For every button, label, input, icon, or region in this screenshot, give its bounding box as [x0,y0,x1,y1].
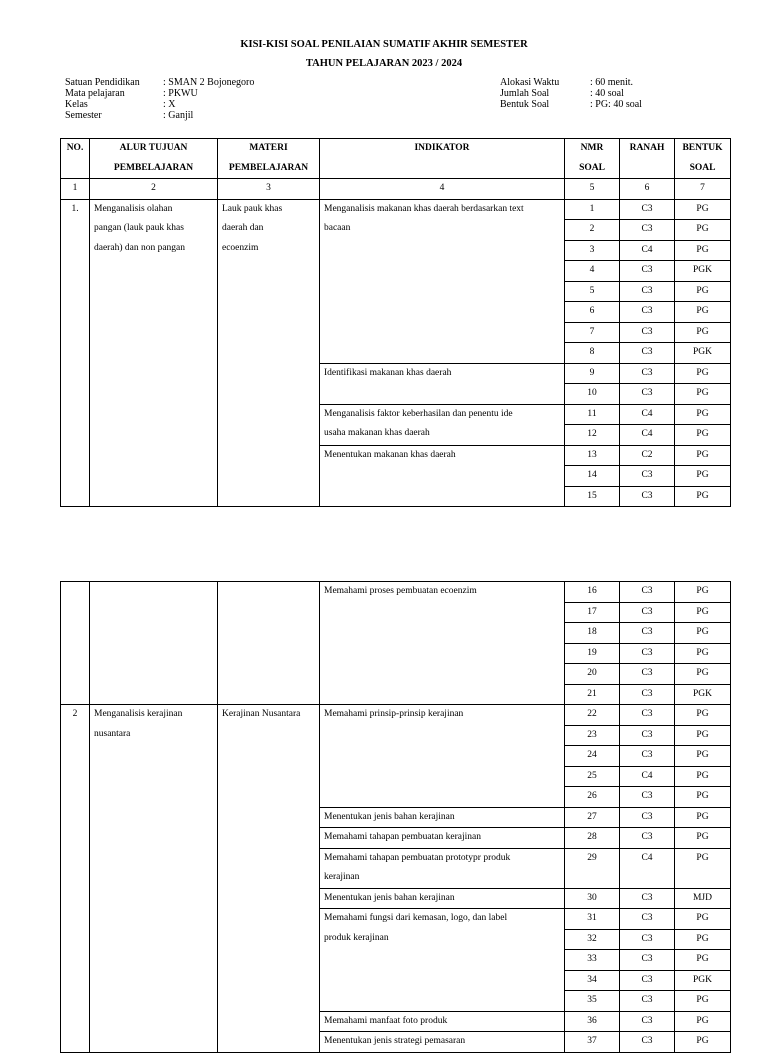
meta-value: : 40 soal [590,88,624,99]
cell-bentuk: PG [675,828,731,849]
cell-no: 2 [61,705,90,1053]
cell-bentuk: PG [675,404,731,425]
table-header-row [61,139,731,179]
cell-ranah: C3 [620,746,675,767]
cell-ranah: C3 [620,466,675,487]
cell-bentuk: PG [675,486,731,507]
cell-ranah: C3 [620,970,675,991]
cell-nmr: 22 [565,705,620,726]
cell-indikator: Memahami prinsip-prinsip kerajinan [320,705,565,808]
table-row [61,705,731,726]
cell-bentuk: PG [675,582,731,603]
meta-value: : PG: 40 soal [590,99,642,110]
cell-ranah: C3 [620,384,675,405]
cell-ranah: C4 [620,425,675,446]
cell-ranah: C3 [620,950,675,971]
cell-bentuk: PG [675,664,731,685]
cell-ranah: C3 [620,199,675,220]
cell-bentuk: PG [675,425,731,446]
meta-key: Bentuk Soal [500,99,550,110]
colnum: 1 [61,179,90,200]
cell-materi: Kerajinan Nusantara [218,705,320,1053]
cell-nmr: 7 [565,322,620,343]
cell-ranah: C3 [620,1011,675,1032]
header-materi: MATERI PEMBELAJARAN [218,139,320,179]
cell-bentuk: PG [675,445,731,466]
cell-nmr: 16 [565,582,620,603]
cell-indikator: Identifikasi makanan khas daerah [320,363,565,404]
cell-no [61,582,90,705]
cell-ranah: C4 [620,848,675,888]
cell-ranah: C3 [620,929,675,950]
header-indikator: INDIKATOR [320,139,565,179]
cell-alur: Menganalisis olahan pangan (lauk pauk khas daerah) dan non pangan [90,199,218,507]
cell-nmr: 10 [565,384,620,405]
meta-value: : SMAN 2 Bojonegoro [163,77,255,88]
cell-ranah: C3 [620,705,675,726]
cell-nmr: 33 [565,950,620,971]
cell-ranah: C4 [620,404,675,425]
header-no: NO. [61,139,90,179]
colnum: 7 [675,179,731,200]
meta-row [500,77,642,88]
cell-indikator: Menentukan makanan khas daerah [320,445,565,507]
cell-nmr: 25 [565,766,620,787]
cell-ranah: C2 [620,445,675,466]
meta-value: : 60 menit. [590,77,634,88]
cell-indikator: Menentukan jenis strategi pemasaran [320,1032,565,1053]
cell-materi [218,582,320,705]
cell-ranah: C3 [620,220,675,241]
cell-nmr: 35 [565,991,620,1012]
cell-nmr: 29 [565,848,620,888]
cell-ranah: C4 [620,766,675,787]
cell-bentuk: PG [675,384,731,405]
meta-key: Mata pelajaran [65,88,125,99]
colnum: 3 [218,179,320,200]
cell-bentuk: PG [675,623,731,644]
cell-ranah: C3 [620,807,675,828]
cell-nmr: 8 [565,343,620,364]
cell-alur: Menganalisis kerajinan nusantara [90,705,218,1053]
cell-nmr: 2 [565,220,620,241]
cell-nmr: 32 [565,929,620,950]
meta-row [500,99,642,110]
meta-key: Jumlah Soal [500,88,550,99]
meta-row [65,88,254,99]
colnum: 2 [90,179,218,200]
cell-bentuk: PG [675,746,731,767]
cell-nmr: 34 [565,970,620,991]
cell-bentuk: PG [675,240,731,261]
cell-ranah: C3 [620,1032,675,1053]
cell-bentuk: PG [675,807,731,828]
cell-nmr: 17 [565,602,620,623]
meta-left [65,77,254,121]
cell-indikator: Memahami tahapan pembuatan prototypr produk kerajinan [320,848,565,888]
cell-ranah: C3 [620,486,675,507]
cell-nmr: 28 [565,828,620,849]
header-nmr: NMR SOAL [565,139,620,179]
cell-bentuk: PG [675,705,731,726]
cell-bentuk: PG [675,909,731,930]
cell-bentuk: PG [675,220,731,241]
cell-nmr: 24 [565,746,620,767]
cell-nmr: 37 [565,1032,620,1053]
cell-nmr: 13 [565,445,620,466]
cell-ranah: C3 [620,582,675,603]
kisi-table-2 [60,581,731,1053]
cell-indikator: Memahami fungsi dari kemasan, logo, dan label produk kerajinan [320,909,565,1012]
colnum: 4 [320,179,565,200]
cell-indikator: Memahami tahapan pembuatan kerajinan [320,828,565,849]
cell-ranah: C3 [620,302,675,323]
cell-nmr: 11 [565,404,620,425]
cell-ranah: C3 [620,343,675,364]
colnum: 6 [620,179,675,200]
cell-ranah: C3 [620,322,675,343]
cell-ranah: C3 [620,725,675,746]
colnum: 5 [565,179,620,200]
meta-value: : X [163,99,176,110]
cell-nmr: 18 [565,623,620,644]
cell-nmr: 6 [565,302,620,323]
cell-indikator: Menganalisis makanan khas daerah berdasarkan text bacaan [320,199,565,363]
cell-bentuk: PG [675,466,731,487]
meta-value: : PKWU [163,88,198,99]
cell-ranah: C3 [620,787,675,808]
table-row [61,582,731,603]
cell-bentuk: PG [675,281,731,302]
cell-ranah: C3 [620,684,675,705]
cell-ranah: C3 [620,281,675,302]
cell-bentuk: PGK [675,684,731,705]
meta-key: Kelas [65,99,88,110]
cell-ranah: C4 [620,240,675,261]
cell-ranah: C3 [620,363,675,384]
cell-bentuk: PG [675,991,731,1012]
document-title: KISI-KISI SOAL PENILAIAN SUMATIF AKHIR SEMESTER [240,39,528,50]
cell-bentuk: PG [675,302,731,323]
cell-bentuk: PGK [675,970,731,991]
meta-key: Semester [65,110,102,121]
cell-bentuk: PG [675,725,731,746]
cell-bentuk: PG [675,322,731,343]
meta-row [65,110,254,121]
cell-bentuk: PG [675,643,731,664]
cell-ranah: C3 [620,828,675,849]
cell-ranah: C3 [620,991,675,1012]
cell-bentuk: PGK [675,261,731,282]
header-bentuk: BENTUK SOAL [675,139,731,179]
cell-nmr: 4 [565,261,620,282]
cell-bentuk: PG [675,787,731,808]
cell-bentuk: PGK [675,343,731,364]
cell-nmr: 5 [565,281,620,302]
cell-indikator: Memahami manfaat foto produk [320,1011,565,1032]
cell-bentuk: PG [675,363,731,384]
cell-bentuk: PG [675,766,731,787]
cell-bentuk: PG [675,199,731,220]
meta-row [500,88,642,99]
cell-no: 1. [61,199,90,507]
cell-nmr: 26 [565,787,620,808]
cell-nmr: 19 [565,643,620,664]
cell-bentuk: PG [675,1032,731,1053]
cell-ranah: C3 [620,888,675,909]
cell-bentuk: PG [675,602,731,623]
cell-nmr: 9 [565,363,620,384]
cell-indikator: Menganalisis faktor keberhasilan dan penentu ide usaha makanan khas daerah [320,404,565,445]
meta-key: Satuan Pendidikan [65,77,140,88]
cell-bentuk: PG [675,1011,731,1032]
cell-nmr: 27 [565,807,620,828]
cell-alur [90,582,218,705]
column-number-row [61,179,731,200]
cell-ranah: C3 [620,261,675,282]
cell-bentuk: MJD [675,888,731,909]
cell-nmr: 20 [565,664,620,685]
cell-ranah: C3 [620,909,675,930]
cell-nmr: 12 [565,425,620,446]
kisi-table-1 [60,138,731,507]
meta-row [65,99,254,110]
cell-indikator: Menentukan jenis bahan kerajinan [320,888,565,909]
cell-nmr: 30 [565,888,620,909]
cell-bentuk: PG [675,848,731,888]
meta-right [500,77,642,110]
cell-nmr: 36 [565,1011,620,1032]
header-alur: ALUR TUJUAN PEMBELAJARAN [90,139,218,179]
header-ranah: RANAH [620,139,675,179]
cell-bentuk: PG [675,950,731,971]
document-subtitle: TAHUN PELAJARAN 2023 / 2024 [305,58,463,69]
cell-ranah: C3 [620,602,675,623]
cell-nmr: 3 [565,240,620,261]
cell-ranah: C3 [620,623,675,644]
cell-nmr: 15 [565,486,620,507]
cell-materi: Lauk pauk khas daerah dan ecoenzim [218,199,320,507]
cell-bentuk: PG [675,929,731,950]
cell-indikator: Menentukan jenis bahan kerajinan [320,807,565,828]
cell-nmr: 23 [565,725,620,746]
meta-row [65,77,254,88]
cell-nmr: 14 [565,466,620,487]
table-row [61,199,731,220]
meta-value: : Ganjil [163,110,194,121]
cell-nmr: 31 [565,909,620,930]
meta-key: Alokasi Waktu [500,77,560,88]
cell-nmr: 1 [565,199,620,220]
cell-nmr: 21 [565,684,620,705]
cell-ranah: C3 [620,643,675,664]
cell-ranah: C3 [620,664,675,685]
cell-indikator: Memahami proses pembuatan ecoenzim [320,582,565,705]
